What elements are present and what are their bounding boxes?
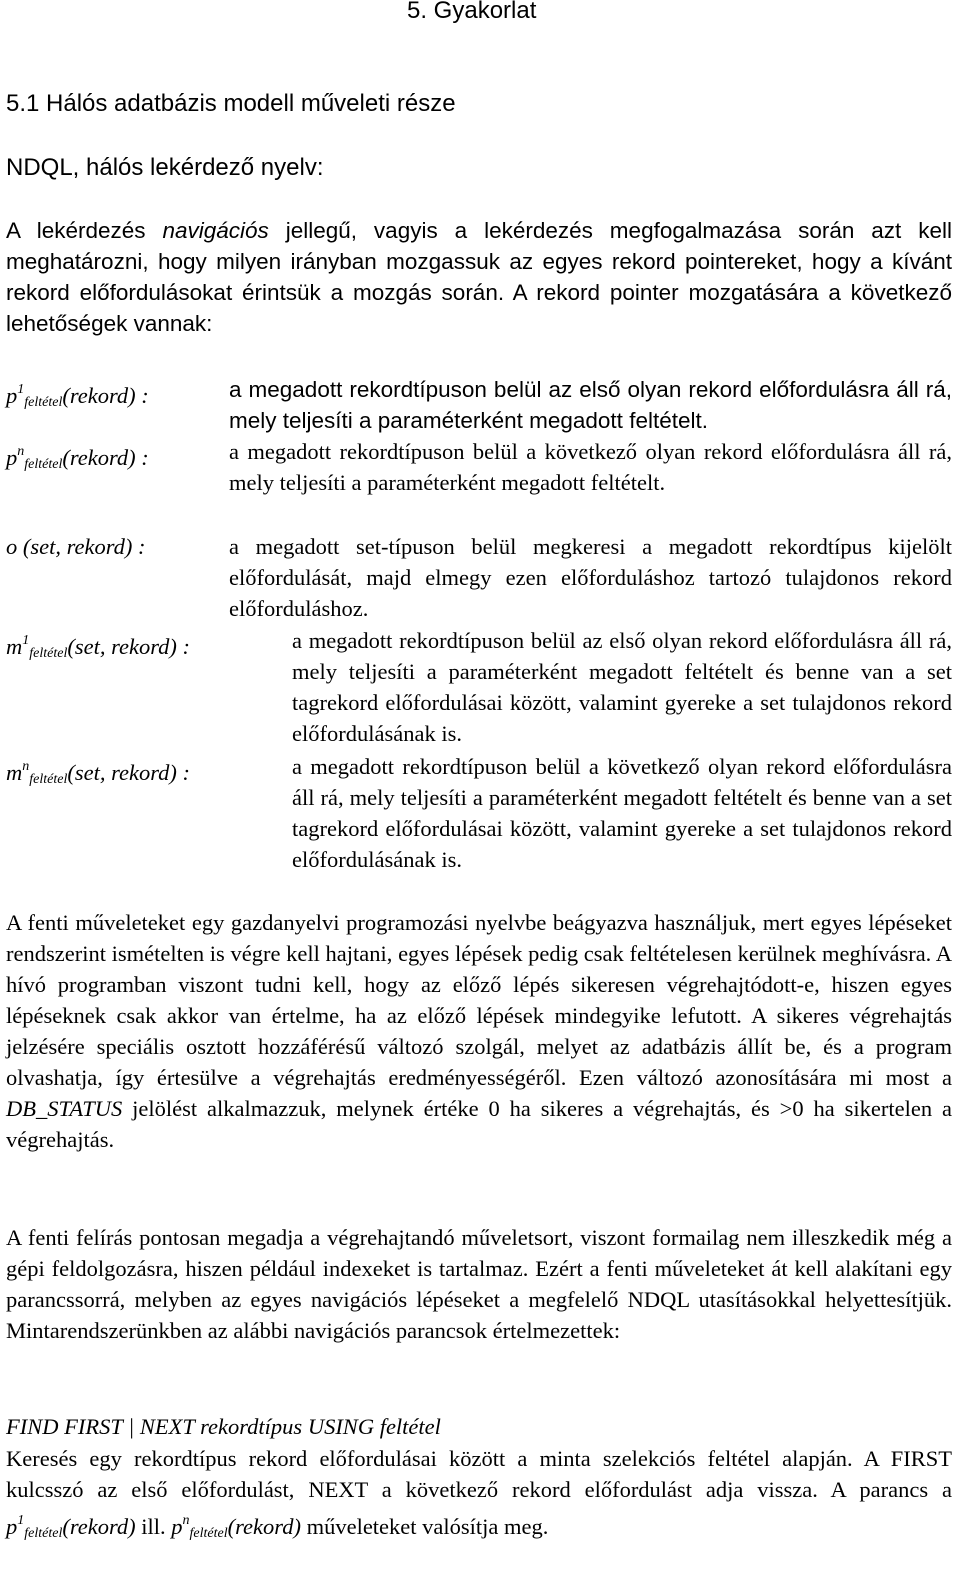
command-desc-start: Keresés egy rekordtípus rekord előfordulásai között a minta szelekciós feltétel alapján. A FIRST kulcsszó az első előfordulást, NEXT a következő rekord előfordulást adja vissza. A parancs a (6, 1446, 952, 1502)
op-superscript: 1 (22, 633, 30, 648)
ref-subscript: feltétel (24, 1526, 63, 1541)
op-subscript: feltétel (29, 772, 68, 787)
op-args: (set, rekord) : (67, 634, 191, 659)
ref-args: (rekord) (62, 1514, 136, 1539)
paragraph-text-start: A fenti műveleteket egy gazdanyelvi programozási nyelvbe beágyazva használjuk, mert egyes lépéseket rendszerint ismételten is végre kell hajtani, egyes lépések pedig csak feltételesen kerülnek meghívásra. A hívó programban viszont tudni kell, hogy az előző lépés sikeresen végrehajtódott-e, hiszen egyes lépéseknek csak akkor van értelme, ha az előző lépések mindegyike lefutott. A sikeres végrehajtás jelzésére speciális osztott hozzáférésű változó szolgál, melyet az adatbázis állít be, és a program olvashatja, így értesülve a végrehajtás eredményességéről. Ezen változó azonosítására mi most a (6, 910, 952, 1090)
operation-desc-pn: a megadott rekordtípuson belül a következő olyan rekord előfordulásra áll rá, mely teljesíti a paraméterként megadott feltételt. (229, 439, 952, 495)
db-status-term: DB_STATUS (6, 1096, 123, 1121)
ref-symbol: p (171, 1514, 183, 1539)
operation-term-o (6, 531, 146, 562)
op-superscript: n (17, 444, 25, 459)
ref-args: (rekord) (227, 1514, 301, 1539)
operation-desc-m1: a megadott rekordtípuson belül az első olyan rekord előfordulásra áll rá, mely teljesíti a paraméterként megadott feltételt és benne van a set tagrekord előfordulásai között, valamint gyereke a set tulajdonos rekord előfordulásának is. (292, 628, 952, 746)
operation-term-m1 (6, 625, 190, 669)
op-superscript: 1 (17, 382, 25, 397)
command-desc-end: műveleteket valósítja meg. (300, 1514, 549, 1539)
page-heading: 5. Gyakorlat (407, 0, 537, 24)
op-args: (set, rekord) : (22, 534, 146, 559)
op-symbol: o (6, 534, 18, 559)
ref-superscript: n (182, 1513, 190, 1528)
command-syntax: FIND FIRST | NEXT rekordtípus USING feltétel (6, 1414, 441, 1439)
intro-text-start: A lekérdezés (6, 218, 163, 243)
section-title: 5.1 Hálós adatbázis modell műveleti része (6, 90, 456, 117)
ref-subscript: feltétel (189, 1526, 228, 1541)
subsection-title: NDQL, hálós lekérdező nyelv: (6, 154, 324, 181)
op-subscript: feltétel (24, 395, 63, 410)
command-desc-mid: ill. (135, 1514, 172, 1539)
intro-italic-term: navigációs (162, 218, 269, 243)
paragraph-text-end: jelölést alkalmazzuk, melynek értéke 0 ha sikeres a végrehajtás, és >0 ha sikertelen a végrehajtás. (6, 1096, 952, 1152)
operation-desc-mn: a megadott rekordtípuson belül a következő olyan rekord előfordulásra áll rá, mely teljesíti a paraméterként megadott feltételt és benne van a set tagrekord előfordulásai között, valamint gyereke a set tulajdonos rekord előfordulásának is. (292, 754, 952, 872)
op-args: (rekord) : (62, 383, 149, 408)
op-symbol: m (6, 634, 23, 659)
operation-desc-p1: a megadott rekordtípuson belül az első olyan rekord előfordulásra áll rá, mely teljesíti a paraméterként megadott feltételt. (229, 377, 952, 433)
operation-term-pn (6, 436, 149, 480)
body-paragraph-commands: A fenti felírás pontosan megadja a végrehajtandó műveletsort, viszont formailag nem illeszkedik még a gépi feldolgozásra, hiszen például indexeket is tartalmaz. Ezért a fenti műveleteket át kell alakítani egy parancssorrá, melyben az egyes navigációs lépéseket a megfelelő NDQL utasításokkal helyettesítjük. Mintarendszerünkben az alábbi navigációs parancsok értelmezettek: (6, 1225, 952, 1343)
intro-paragraph (6, 215, 952, 339)
op-symbol: p (6, 383, 18, 408)
command-description (6, 1443, 952, 1549)
op-args: (rekord) : (62, 445, 149, 470)
op-args: (set, rekord) : (67, 760, 191, 785)
ref-superscript: 1 (17, 1513, 25, 1528)
operation-desc-o: a megadott set-típuson belül megkeresi a megadott rekordtípus kijelölt előfordulását, majd elmegy ezen előforduláshoz tartozó tulajdonos rekord előforduláshoz. (229, 534, 952, 621)
operation-term-mn (6, 751, 190, 795)
operation-term-p1 (6, 374, 149, 418)
ref-symbol: p (6, 1514, 18, 1539)
body-paragraph-status (6, 907, 952, 1155)
op-superscript: n (22, 759, 30, 774)
op-subscript: feltétel (24, 457, 63, 472)
intro-text-end: jellegű, vagyis a lekérdezés megfogalmazása során azt kell meghatározni, hogy milyen irányban mozgassuk az egyes rekord pointereket, hogy a kívánt rekord előfordulásokat érintsük a mozgás során. A rekord pointer mozgatására a következő lehetőségek vannak: (6, 218, 953, 336)
op-symbol: m (6, 760, 23, 785)
op-symbol: p (6, 445, 18, 470)
op-subscript: feltétel (29, 646, 68, 661)
